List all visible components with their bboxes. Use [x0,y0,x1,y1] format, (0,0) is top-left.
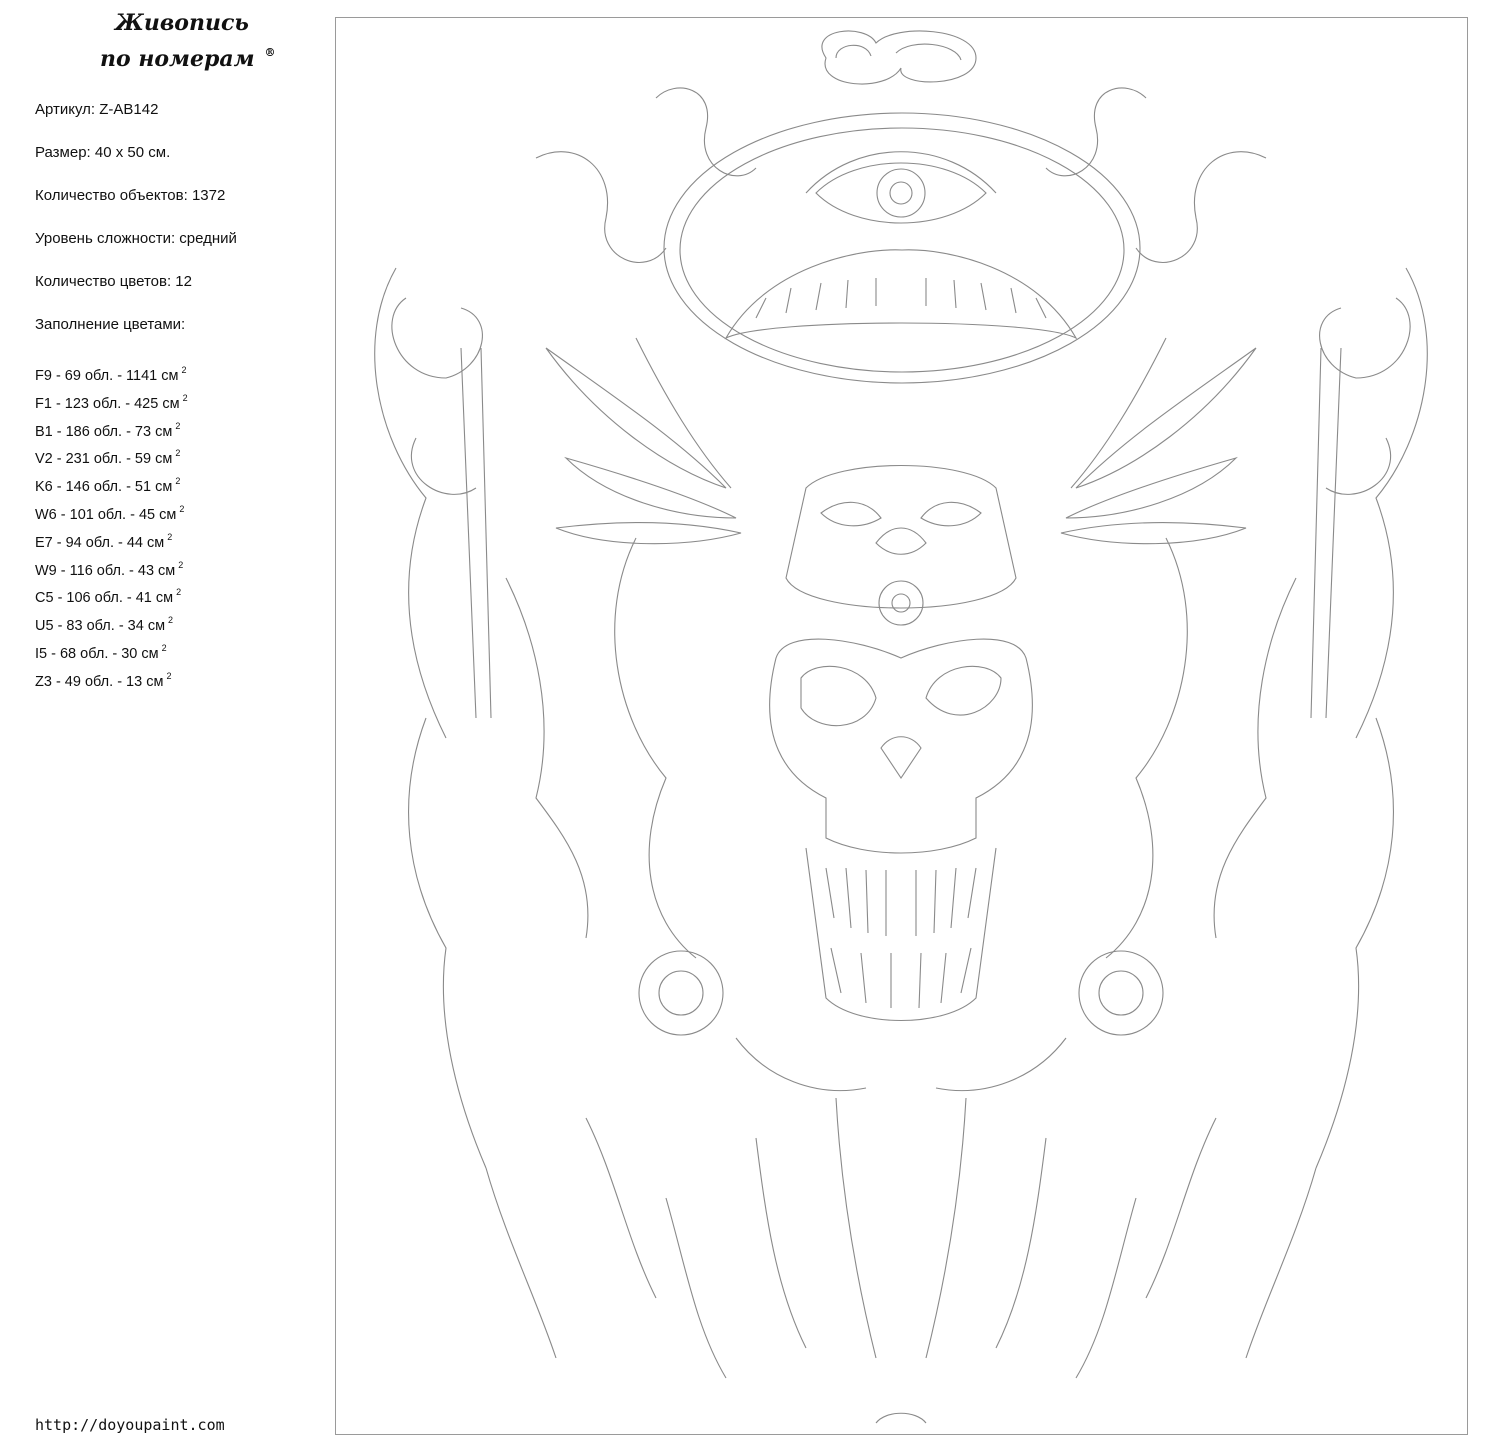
fill-row [35,416,188,444]
fill-row-sup: 2 [167,531,173,542]
website-link[interactable]: http://doyoupaint.com [35,1416,225,1434]
objects-count-label: Количество объектов: 1372 [35,187,226,204]
fill-row-text: C5 - 106 обл. - 41 см [35,590,174,607]
fill-row-text: V2 - 231 обл. - 59 см [35,451,173,468]
fill-row-text: I5 - 68 обл. - 30 см [35,645,159,662]
fill-row-sup: 2 [175,448,181,459]
size-label: Размер: 40 x 50 см. [35,144,171,161]
fill-row [35,360,188,388]
fill-row-sup: 2 [179,503,185,514]
fill-row [35,499,188,527]
fill-row-text: U5 - 83 обл. - 34 см [35,618,166,635]
fill-row-sup: 2 [178,559,184,570]
fill-row-sup: 2 [175,420,181,431]
brand-subtitle [60,38,290,74]
coloring-canvas [335,17,1468,1435]
fill-row-text: W6 - 101 обл. - 45 см [35,506,177,523]
fill-row-text: F9 - 69 обл. - 1141 см [35,368,179,384]
article-label: Артикул: Z-AB142 [35,101,159,118]
fill-row [35,555,188,583]
fill-row-text: B1 - 186 обл. - 73 см [35,423,173,440]
color-fill-list [35,360,188,694]
fill-row [35,527,188,555]
product-info [35,100,315,358]
fill-row [35,610,188,638]
fill-row-sup: 2 [181,365,187,375]
fill-row-sup: 2 [175,476,181,487]
fill-row-sup: 2 [166,670,172,681]
fill-row-sup: 2 [168,615,174,626]
brand-subtitle-text: по номерам [100,46,255,72]
brand-logo [60,8,290,74]
fill-row-text: W9 - 116 обл. - 43 см [35,562,176,579]
fill-row-sup: 2 [182,392,188,403]
fill-row [35,666,188,694]
fill-row-text: E7 - 94 обл. - 44 см [35,534,165,551]
registered-mark: ® [264,46,276,59]
difficulty-label: Уровень сложности: средний [35,230,237,247]
fill-row-sup: 2 [161,642,167,653]
fill-row-text: Z3 - 49 обл. - 13 см [35,673,164,690]
colors-count-label: Количество цветов: 12 [35,273,192,290]
line-art-illustration [336,18,1467,1434]
fill-row-text: K6 - 146 обл. - 51 см [35,479,173,496]
fill-row-sup: 2 [176,587,182,598]
fill-row [35,443,188,471]
fill-heading: Заполнение цветами: [35,316,186,333]
fill-row [35,582,188,610]
brand-title: Живопись [115,10,249,36]
fill-row [35,638,188,666]
fill-row [35,471,188,499]
fill-row [35,388,188,416]
fill-row-text: F1 - 123 обл. - 425 см [35,395,180,412]
